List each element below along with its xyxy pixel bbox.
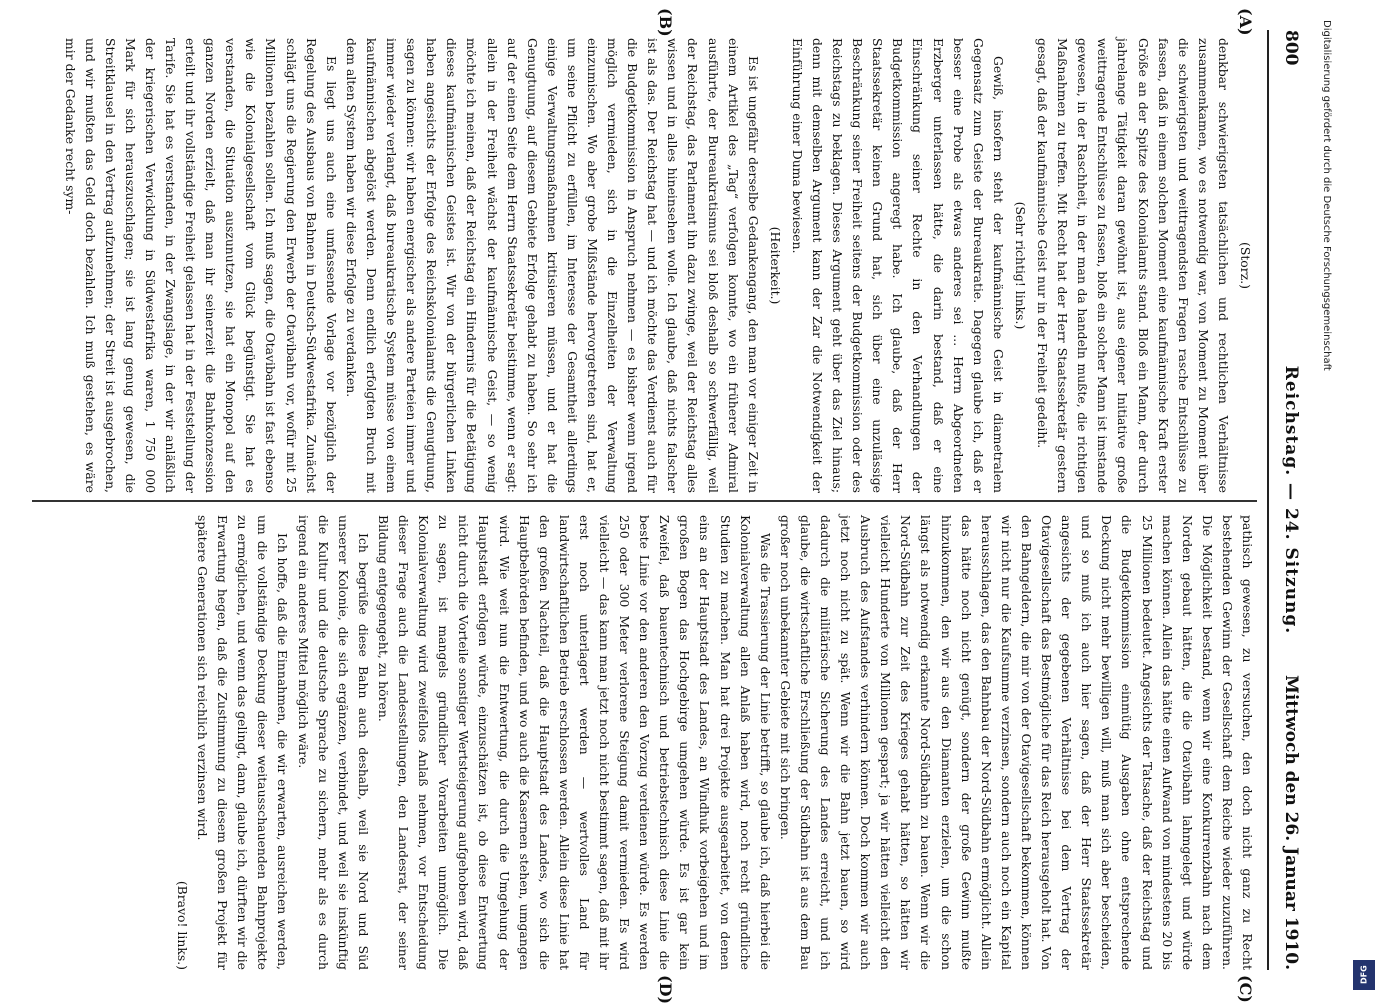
paragraph: Ich hoffe, daß die Einnahmen, die wir erwarten, ausreichen werden, um die vollständige Deckung dieser weitausschauenden Bahnprojekte zu ermöglichen, und wenn das gelingt, dann, glaube ich, dürften wir die Erwartung hegen, daß die Zustimmung zu diesem großen Projekt für spätere Generationen sich reichlich verzinsen wird. (195, 515, 291, 970)
margin-marker-b: (B) (656, 8, 675, 37)
interjection: (Heiterkeit.) (767, 226, 783, 305)
paragraph: Gewiß, insofern steht der kaufmännische Geist in diametralem Gegensatz zum Geiste der Bureaukratie. Dagegen glaube ich, daß er besser eine Probe als etwas anderes sei ... Herrn Abgeordneten Erzberger unterlassen hätte, die darin bestand, daß er eine Einschränkung seiner Rechte in den Verhandlungen der Budgetkommission angeregt habe. Ich glaube, daß der Herr Staatssekretär keinen Grund hat, sich über eine unzulässige Beschränkung seiner Freiheit seitens der Budgetkommission oder des Reichstags zu beklagen. Dieses Argument geht über das Ziel hinaus; denn mit demselben Argument kann der Zar die Notwendigkeit der Einführung einer Duma bewiesen. (789, 38, 1006, 493)
margin-marker-d: (D) (656, 975, 675, 1004)
paragraph: Es ist ungefähr derselbe Gedankengang, den man vor einiger Zeit in einem Artikel des „Tag“ verfolgen konnte, wo ein früherer Admiral ausführte, der Bureaukratismus sei bloß deshalb so schwerfällig, weil der Reichstag, das Parlament ihn dazu zwinge, weil der Reichstag alles wissen und in alles hineinsehen wolle. Ich glaube, daß nichts falscher ist als das. Der Reichstag hat — und ich möchte das Verdienst auch für die Budgetkommission in Anspruch nehmen — es bisher wenn irgend möglich vermieden, sich in die Einzelheiten der Verwaltung einzumischen. Wo aber grobe Mißstände hervorgetreten sind, hat er, um seine Pflicht zu erfüllen, im Interesse der Gesamtheit allerdings einige Verwaltungsmaßnahmen kritisieren müssen, und er hat die Genugtuung, auf diesem Gebiete Erfolge gehabt zu haben. So sehr ich auf der einen Seite dem Herrn Staatssekretär beistimme, wenn er sagt: allein in der Freiheit wächst der kaufmännische Geist, — so wenig möchte ich meinen, daß der Reichstag ein Hindernis für die Betätigung dieses kaufmännischen Geistes ist. Wir von der bürgerlichen Linken haben angesichts der Erfolge des Reichskolonialamts die Genugtuung, sagen zu können: wir haben energischer als andere Parteien immer und immer wieder verlangt, daß bureaukratische System müsse von einem kaufmännischen abgelöst werden. Denn endlich erfolgten Bruch mit dem alten System haben wir diese Erfolge zu verdanken. (343, 38, 761, 493)
column-divider (32, 500, 1257, 502)
paragraph: pathisch gewesen, zu versuchen, den doch nicht ganz zu Recht bestehenden Gewinn der Gesellschaft dem Reiche wieder zuzuführen. Die Möglichkeit bestand, wenn wir eine Konkurrenzbahn nach dem Norden gebaut hätten, die die Otavibahn lahmgelegt und würde machen können. Allein das hätte einen Aufwand von mindestens 20 bis 25 Millionen bedeutet. Angesichts der Tatsache, daß der Reichstag und die Budgetkommission einmütig Ausgaben ohne entsprechende Deckung nicht mehr bewilligen will, muß man sich aber bescheiden, und so muß ich auch hier sagen, daß der Herr Staatssekretär angesichts der gegebenen Verhältnisse bei dem Vertrag der Otavigesellschaft das Bestmögliche für das Reich herausgeholt hat. Von den Bahngeldern, die mir von der Otavigesellschaft bekommen, können wir nicht nur die Kaufsumme verzinsen, sondern auch noch ein Kapital herausschlagen, das den Bahnbau der Nord-Südbahn ermöglicht. Allein das hätte noch nicht genügt, sondern der große Gewinn mußte hinzukommen, den wir aus den Diamanten erzielen, um die schon längst als notwendig erkannte Nord-Südbahn zu bauen. Wenn wir die Nord-Südbahn zur Zeit des Krieges gehabt hätten, so hätten wir vielleicht Hunderte von Millionen gespart; ja wir hätten vielleicht den Ausbruch des Aufstandes verhindern können. Doch kommen wir auch jetzt noch nicht zu spät. Wenn wir die Bahn jetzt bauen, so wird dadurch die militärische Sicherung des Landes erreicht, und ich glaube, die wirtschaftliche Erschließung der Südbahn ist aus dem Bau großer noch unbekannter Gebiete mit sich bringen. (777, 515, 1255, 970)
paragraph: Es liegt uns auch eine umfassende Vorlage vor bezüglich der Regelung des Ausbaus von Bahnen in Deutsch-Südwestafrika. Zunächst schlägt uns die Regierung den Erwerb der Otavibahn vor, wofür mit 25 Millionen bezahlen sollen. Ich muß sagen, die Otavibahn ist fast ebenso wie die Kolonialgesellschaft vom Glück begünstigt. Sie hat es verstanden, die Situation auszunutzen, sie hat ein Monopol auf den ganzen Norden erzielt, daß man ihr seinerzeit die Bahnkonzession erteilt und ihr vollständige Freiheit gelassen hat in der Feststellung der Tarife. Sie hat es verstanden, in der Zwangslage, in der wir anläßlich der kriegerischen Verwicklung in Südwestafrika waren, 1 750 000 Mark für sich herauszuschlagen; sie ist lang genug gewesen, die Streitklausel in den Vertrag aufzunehmen; der Streit ist ausgebrochen, und wir mußten das Geld doch bezahlen. Ich muß gestehen, es wäre mir der Gedanke recht sym- (62, 38, 339, 493)
rotated-page (15, 0, 1315, 1004)
paragraph: denkbar schwierigsten tatsächlichen und rechtlichen Verhältnisse zusammenkamen, wo es notwendig war, von Moment zu Moment über die schwierigsten und weittragendsten Fragen rasche Entschlüsse zu fassen, daß in einem solchen Moment eine kaufmännische Kraft erster Größe an der Spitze des Kolonialamts stand. Bloß ein Mann, der durch jahrelange Tätigkeit daran gewöhnt ist, aus eigener Initiative große weittragende Entschlüsse zu fassen, bloß ein solcher Mann ist imstande gewesen, in der Raschheit, in der man da handeln mußte, die richtigen Maßnahmen zu treffen. Mit Recht hat der Herr Staatssekretär gestern gesagt, daß der kaufmännische Geist nur in der Freiheit gedeiht. (1035, 38, 1231, 493)
dfg-logo: DFG (1353, 960, 1375, 990)
page-number: 800 (1281, 30, 1301, 66)
interjection: (Sehr richtig! links.) (1012, 201, 1028, 330)
right-column (27, 515, 1257, 970)
paragraph: Was die Trassierung der Linie betrifft, so glaube ich, daß hierbei die Kolonialverwaltung allen Anlaß haben wird, noch recht gründliche Studien zu machen. Man hat drei Projekte ausgearbeitet, von denen eins an der Hauptstadt des Landes, an Windhuk vorbeigehen und im großen Bogen das Hochgebirge umgehen würde. Es ist gar kein Zweifel, daß bauentechnisch und betriebstechnisch diese Linie die beste Linie vor den anderen den Vorzug verdienen würde. Es werden 250 oder 300 Meter verlorene Steigung damit vermieden. Es wird vielleicht — das kann man jetzt noch nicht bestimmt sagen, daß mit ihr erst noch unterlagert werden — wertvolles Land für landwirtschaftlichen Betrieb erschlossen werden. Allein diese Linie hat den großen Nachteil, daß die Hauptstadt des Landes, wo sich die Hauptbehörden befinden, und wo auch die Kasernen stehen, umgangen wird. Wie weit nun die Entwertung, die durch die Umgehung der Hauptstadt erfolgen würde, einzuschätzen ist, ob diese Entwertung nicht durch die Vorteile sonstiger Wertsteigerung aufgehoben wird, daß zu sagen, ist mangels gründlicher Vorarbeiten unmöglich. Die Kolonialverwaltung wird zweifellos Anlaß nehmen, vor Entscheidung dieser Frage auch die Landesstellungen, den Landesrat, der seiner Bildung entgegengeht, zu hören. (375, 515, 773, 970)
page-header (1267, 30, 1307, 970)
interjection: (Bravo! links.) (175, 880, 191, 970)
left-column (27, 38, 1257, 493)
digitization-note: Digitalisierung gefördert durch die Deutsche Forschungsgemeinschaft (1321, 20, 1332, 371)
margin-marker-a: (A) (1236, 8, 1255, 36)
margin-marker-c: (C) (1236, 975, 1255, 1003)
speaker-name: (Storz.) (1238, 242, 1253, 289)
session-date: Mittwoch den 26. Januar 1910. (1281, 675, 1301, 970)
paragraph: Ich begrüße diese Bahn auch deshalb, weil sie Nord und Süd unserer Kolonie, die sich ergänzen, verbindet, und weil sie inskünftig die Kultur und die deutsche Sprache zu sichern, mehr als es durch irgend ein anderes Mittel möglich wäre. (295, 515, 371, 970)
session-title: Reichstag. — 24. Sitzung. (1281, 365, 1301, 635)
